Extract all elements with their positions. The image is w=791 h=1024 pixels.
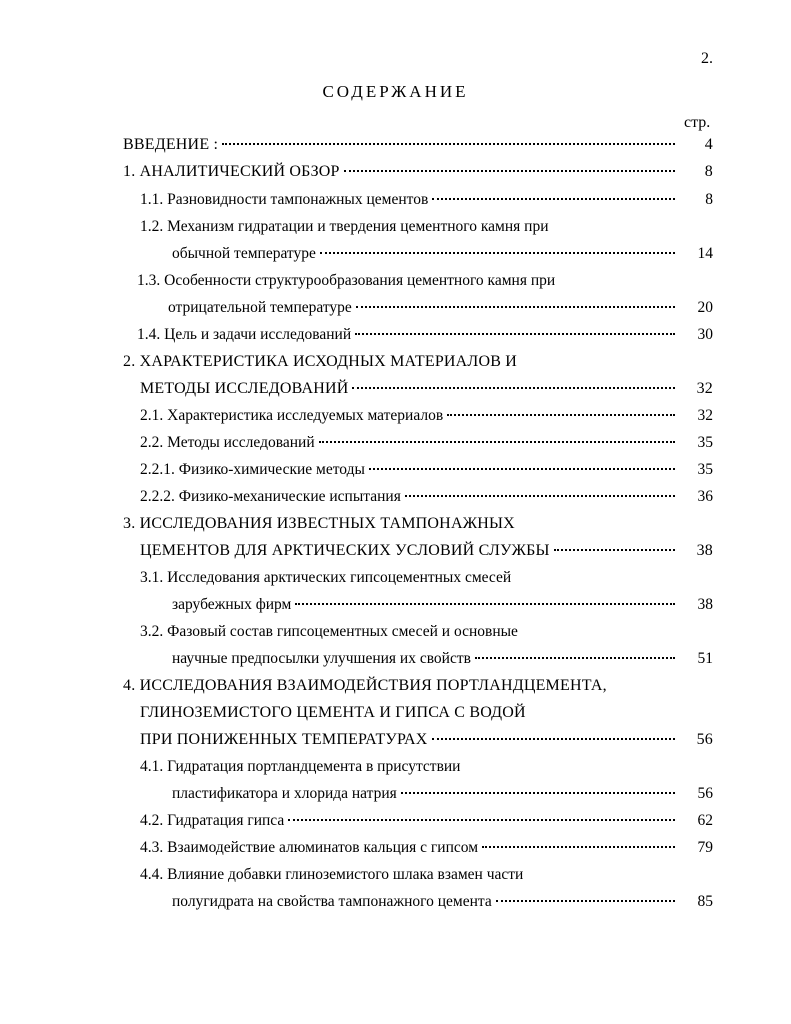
page-title: СОДЕРЖАНИЕ	[322, 82, 469, 101]
toc-entry-text: зарубежных фирм	[172, 596, 292, 613]
toc-entry-text: 4.4. Влияние добавки глиноземистого шлака взамен части	[140, 866, 524, 883]
toc-entry-text: 3.2. Фазовый состав гипсоцементных смесей и основные	[140, 623, 518, 640]
toc-entry	[168, 299, 713, 321]
toc-entry-page: 14	[697, 245, 713, 262]
toc-entry-text: 4.1. Гидратация портландцемента в присутствии	[140, 758, 461, 775]
toc-leader-dots	[432, 198, 675, 200]
toc-entry	[123, 515, 713, 537]
toc-entry	[137, 272, 713, 294]
toc-entry-text: полугидрата на свойства тампонажного цемента	[172, 893, 492, 910]
toc-entry	[123, 677, 713, 699]
toc-entry-text: 2.2.1. Физико-химические методы	[140, 461, 365, 478]
toc-entry	[123, 163, 713, 185]
toc-entry-text: МЕТОДЫ ИССЛЕДОВАНИЙ	[140, 380, 349, 397]
toc-entry-page: 38	[697, 596, 713, 613]
toc-entry	[140, 380, 713, 402]
toc-entry	[172, 245, 713, 267]
toc-leader-dots	[319, 441, 675, 443]
toc-entry	[140, 731, 713, 753]
toc-entry	[140, 866, 713, 888]
toc-entry-text: 1.2. Механизм гидратации и твердения цементного камня при	[140, 218, 549, 235]
toc-entry-text: ГЛИНОЗЕМИСТОГО ЦЕМЕНТА И ГИПСА С ВОДОЙ	[140, 704, 526, 721]
toc-entry	[140, 218, 713, 240]
toc-entry-text: обычной температуре	[172, 245, 316, 262]
toc-entry-page: 32	[696, 380, 713, 397]
toc-entry-page: 30	[697, 326, 713, 343]
toc-entry-text: 2.2. Методы исследований	[140, 434, 315, 451]
toc-leader-dots	[288, 819, 675, 821]
toc-entry	[140, 569, 713, 591]
toc-leader-dots	[369, 468, 675, 470]
toc-entry-text: 4. ИССЛЕДОВАНИЯ ВЗАИМОДЕЙСТВИЯ ПОРТЛАНДЦЕМЕНТА,	[123, 677, 607, 694]
toc-entry	[123, 136, 713, 158]
toc-entry-text: 3.1. Исследования арктических гипсоцементных смесей	[140, 569, 512, 586]
toc-entry	[140, 704, 713, 726]
toc-entry	[123, 353, 713, 375]
toc-leader-dots	[482, 846, 675, 848]
toc-leader-dots	[401, 792, 675, 794]
toc-entry	[172, 785, 713, 807]
toc-entry-page: 79	[697, 839, 713, 856]
toc-entry	[140, 623, 713, 645]
toc-leader-dots	[344, 170, 675, 172]
toc-entry-page: 56	[696, 731, 713, 748]
toc-entry-text: 2.2.2. Физико-механические испытания	[140, 488, 401, 505]
toc-entry-text: научные предпосылки улучшения их свойств	[172, 650, 471, 667]
toc-entry	[140, 461, 713, 483]
toc-entry	[140, 839, 713, 861]
toc-entry	[140, 434, 713, 456]
toc-leader-dots	[447, 414, 675, 416]
toc-leader-dots	[320, 252, 675, 254]
toc-entry-text: 1.3. Особенности структурообразования цементного камня при	[137, 272, 556, 289]
toc-entry-text: пластификатора и хлорида натрия	[172, 785, 397, 802]
toc-entry-page: 56	[697, 785, 713, 802]
toc-entry-page: 51	[697, 650, 713, 667]
toc-leader-dots	[356, 306, 675, 308]
toc-entry	[140, 542, 713, 564]
toc-leader-dots	[405, 495, 675, 497]
page-column-label: стр.	[684, 114, 711, 131]
toc-leader-dots	[554, 549, 675, 551]
toc-entry-text: 1.1. Разновидности тампонажных цементов	[140, 191, 429, 208]
toc-entry	[140, 758, 713, 780]
toc-leader-dots	[355, 333, 675, 335]
toc-entry	[140, 407, 713, 429]
toc-entry-text: 2. ХАРАКТЕРИСТИКА ИСХОДНЫХ МАТЕРИАЛОВ И	[123, 353, 518, 370]
toc-entry-page: 20	[697, 299, 713, 316]
toc-entry-text: 4.3. Взаимодействие алюминатов кальция с гипсом	[140, 839, 479, 856]
toc-entry-page: 4	[704, 136, 713, 153]
toc-entry-text: 1. АНАЛИТИЧЕСКИЙ ОБЗОР	[123, 163, 340, 180]
toc-leader-dots	[352, 387, 675, 389]
toc-leader-dots	[295, 603, 675, 605]
toc-entry-text: 1.4. Цель и задачи исследований	[137, 326, 352, 343]
toc-entry	[140, 488, 713, 510]
toc-entry	[140, 812, 713, 834]
toc-entry-text: ВВЕДЕНИЕ :	[123, 136, 219, 153]
toc-entry-page: 35	[697, 434, 713, 451]
toc-entry-text: ПРИ ПОНИЖЕННЫХ ТЕМПЕРАТУРАХ	[140, 731, 428, 748]
toc-entry-page: 85	[697, 893, 713, 910]
toc-entry	[140, 191, 713, 213]
toc-leader-dots	[496, 900, 675, 902]
toc-entry-text: 3. ИССЛЕДОВАНИЯ ИЗВЕСТНЫХ ТАМПОНАЖНЫХ	[123, 515, 515, 532]
toc-entry-text: отрицательной температуре	[168, 299, 352, 316]
toc-entry-text: 2.1. Характеристика исследуемых материалов	[140, 407, 444, 424]
toc-leader-dots	[475, 657, 675, 659]
toc-entry-page: 62	[697, 812, 713, 829]
toc-entry	[137, 326, 713, 348]
toc-entry-page: 36	[697, 488, 713, 505]
toc-entry-page: 38	[696, 542, 713, 559]
toc-entry-page: 35	[697, 461, 713, 478]
toc-leader-dots	[222, 143, 675, 145]
page-number: 2.	[701, 50, 713, 67]
toc-entry-page: 8	[704, 163, 713, 180]
toc-entry-text: ЦЕМЕНТОВ ДЛЯ АРКТИЧЕСКИХ УСЛОВИЙ СЛУЖБЫ	[140, 542, 550, 559]
toc-entry	[172, 596, 713, 618]
toc-entry-page: 8	[705, 191, 713, 208]
toc-entry-page: 32	[697, 407, 713, 424]
toc-entry	[172, 893, 713, 915]
toc-entry-text: 4.2. Гидратация гипса	[140, 812, 285, 829]
toc-leader-dots	[432, 738, 675, 740]
toc-entry	[172, 650, 713, 672]
